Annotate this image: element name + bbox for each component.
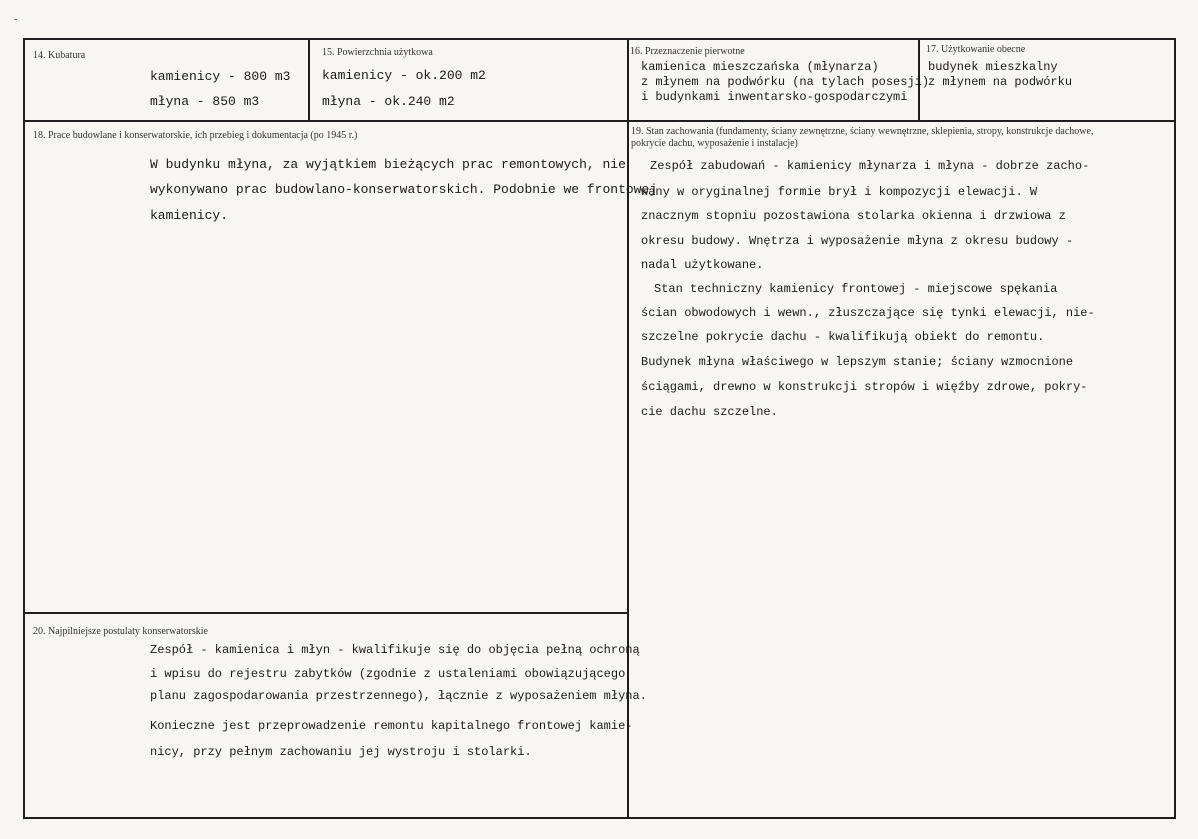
frame-left-line [23, 38, 25, 819]
section-20-label: 20. Najpilniejsze postulaty konserwatorskie [33, 626, 208, 637]
section-17-line-2: z młynem na podwórku [928, 75, 1073, 89]
section-19-line-11: cie dachu szczelne. [641, 405, 778, 419]
frame-bottom-line [23, 817, 1176, 819]
section-17-label: 17. Użytkowanie obecne [926, 44, 1026, 55]
section-19-line-1: Zespół zabudowań - kamienicy młynarza i młyna - dobrze zacho- [650, 159, 1090, 173]
section-18-label: 18. Prace budowlane i konserwatorskie, ich przebieg i dokumentacja (po 1945 r.) [33, 130, 358, 141]
section-20-line-4: Konieczne jest przeprowadzenie remontu kapitalnego frontowej kamie- [150, 719, 633, 733]
section-19-line-10: ściągami, drewno w konstrukcji stropów i więźby zdrowe, pokry- [641, 380, 1088, 394]
section-19-label-line-2: pokrycie dachu, wyposażenie i instalacje) [631, 138, 798, 149]
section-14-line-1: kamienicy - 800 m3 [150, 69, 291, 84]
section-20-line-1: Zespół - kamienica i młyn - kwalifikuje się do objęcia pełną ochroną [150, 643, 640, 657]
section-15-line-1: kamienicy - ok.200 m2 [322, 68, 486, 83]
section-20-divider-line [23, 612, 629, 614]
section-16-line-2: z młynem na podwórku (na tylach posesji) [641, 75, 930, 89]
section-15-line-2: młyna - ok.240 m2 [322, 94, 455, 109]
section-18-line-1: W budynku młyna, za wyjątkiem bieżących prac remontowych, nie [150, 157, 626, 172]
section-19-line-4: okresu budowy. Wnętrza i wyposażenie młyna z okresu budowy - [641, 234, 1074, 248]
section-19-line-8: szczelne pokrycie dachu - kwalifikują obiekt do remontu. [641, 330, 1045, 344]
section-18-line-3: kamienicy. [150, 208, 229, 223]
section-17-line-1: budynek mieszkalny [928, 60, 1058, 74]
section-20-line-3: planu zagospodarowania przestrzennego), łącznie z wyposażeniem młyna. [150, 689, 647, 703]
section-16-label: 16. Przeznaczenie pierwotne [630, 46, 745, 57]
section-18-line-2: wykonywano prac budowlano-konserwatorskich. Podobnie we frontowej [150, 182, 658, 197]
section-15-label: 15. Powierzchnia użytkowa [322, 47, 433, 58]
section-16-line-3: i budynkami inwentarsko-gospodarczymi [641, 90, 908, 104]
section-19-line-3: znacznym stopniu pozostawiona stolarka okienna i drzwiowa z [641, 209, 1066, 223]
section-19-line-2: wany w oryginalnej formie brył i kompozycji elewacji. W [641, 185, 1038, 199]
section-14-line-2: młyna - 850 m3 [150, 94, 260, 109]
section-19-line-7: ścian obwodowych i wewn., złuszczające się tynki elewacji, nie- [641, 306, 1095, 320]
corner-mark: - [14, 14, 18, 25]
section-19-line-6: Stan techniczny kamienicy frontowej - miejscowe spękania [654, 282, 1058, 296]
section-20-line-5: nicy, przy pełnym zachowaniu jej wystroju i stolarki. [150, 745, 532, 759]
section-20-line-2: i wpisu do rejestru zabytków (zgodnie z ustaleniami obowiązującego [150, 667, 626, 681]
col-14-15-divider [308, 38, 310, 122]
section-19-line-9: Budynek młyna właściwego w lepszym stanie; ściany wzmocnione [641, 355, 1074, 369]
section-16-line-1: kamienica mieszczańska (młynarza) [641, 60, 879, 74]
section-14-label: 14. Kubatura [33, 50, 86, 61]
frame-top-line [23, 38, 1176, 40]
frame-right-line [1174, 38, 1176, 819]
row-divider-line [23, 120, 1176, 122]
section-19-line-5: nadal użytkowane. [641, 258, 764, 272]
section-19-label-line-1: 19. Stan zachowania (fundamenty, ściany zewnętrzne, ściany wewnętrzne, sklepienia, stropy, konstrukcje dachowe, [631, 126, 1094, 137]
